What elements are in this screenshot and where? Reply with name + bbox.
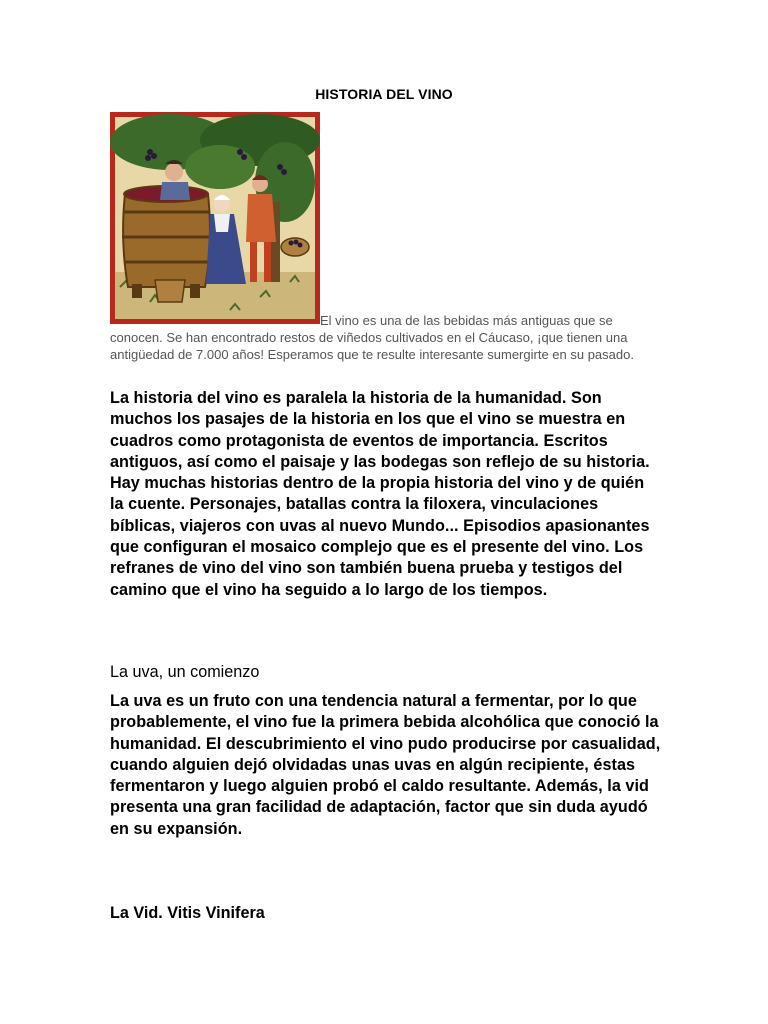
- medieval-winemaking-illustration: [110, 112, 320, 324]
- paragraph-history: La historia del vino es paralela la historia de la humanidad. Son muchos los pasajes de la historia en los que el vino se muestra en cuadros como protagonista de eventos de importancia. Escritos antiguos, así como el paisaje y las bodegas son reflejo de su historia. Hay muchas historias dentro de la propia historia del vino y de quién la cuente. Personajes, batallas contra la filoxera, vinculaciones bíblicas, viajeros con uvas al nuevo Mundo... Episodios apasionantes que configuran el mosaico complejo que es el presente del vino. Los refranes de vino del vino son también buena prueba y testigos del camino que el vino ha seguido a lo largo de los tiempos.: [110, 389, 650, 599]
- paragraph-uva: La uva es un fruto con una tendencia natural a fermentar, por lo que probablemente, el vino fue la primera bebida alcohólica que conoció la humanidad. El descubrimiento el vino pudo producirse por casualidad, cuando alguien dejó olvidadas unas uvas en algún recipiente, éstas fermentaron y luego alguien probó el caldo resultante. Además, la vid presenta una gran facilidad de adaptación, factor que sin duda ayudó en su expansión.: [110, 692, 661, 838]
- heading-vid: La Vid. Vitis Vinifera: [110, 904, 265, 922]
- intro-paragraph: [110, 312, 660, 363]
- heading-uva: La uva, un comienzo: [110, 663, 260, 681]
- document-title: HISTORIA DEL VINO: [315, 86, 453, 102]
- intro-text: El vino es una de las bebidas más antiguas que se conocen. Se han encontrado restos de viñedos cultivados en el Cáucaso, ¡que tienen una antigüedad de 7.000 años! Esperamos que te resulte interesante sumergirte en su pasado.: [110, 313, 634, 362]
- intro-block: [110, 112, 660, 362]
